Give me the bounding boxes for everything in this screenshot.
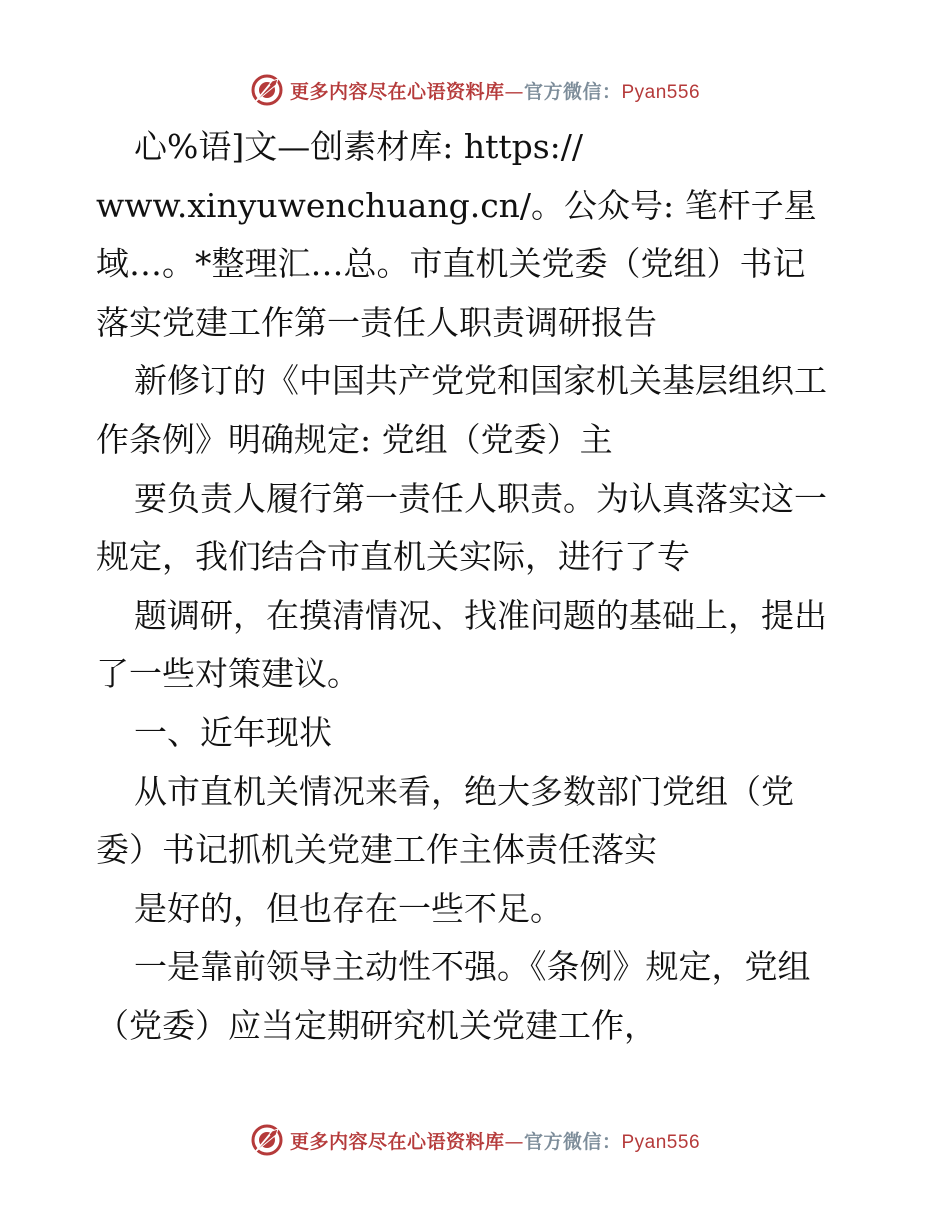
quill-pen-logo-icon [250, 1123, 284, 1157]
body-line: （党委）应当定期研究机关党建工作， [96, 1005, 657, 1045]
body-line: 新修订的《中国共产党党和国家机关基层组织工 [134, 361, 827, 401]
body-line: 从市直机关情况来看，绝大多数部门党组（党 [134, 771, 794, 811]
body-line: 一是靠前领导主动性不强。《条例》规定，党组 [134, 947, 811, 987]
document-body [96, 118, 876, 1056]
footer-banner-inner [250, 1123, 700, 1157]
body-line: 要负责人履行第一责任人职责。为认真落实这一 [134, 478, 827, 518]
footer-banner-text [290, 1127, 700, 1154]
footer-account: Pyan556 [621, 1131, 701, 1153]
body-line: 作条例》明确规定: 党组（党委）主 [96, 419, 613, 459]
body-line: 域…。*整理汇…总。市直机关党委（党组）书记 [96, 244, 806, 284]
header-banner-text [290, 77, 700, 104]
footer-wechat-label: 官方微信： [523, 1130, 622, 1153]
body-line: 了一些对策建议。 [96, 654, 360, 694]
body-line: 规定，我们结合市直机关实际，进行了专 [96, 537, 690, 577]
footer-banner [0, 1120, 950, 1160]
header-wechat-label: 官方微信： [523, 80, 622, 103]
body-line: 是好的，但也存在一些不足。 [134, 888, 563, 928]
header-brand: 更多内容尽在心语资料库 [289, 80, 505, 103]
header-separator: — [504, 80, 524, 103]
header-banner-inner [250, 73, 700, 107]
header-banner [0, 70, 950, 110]
body-line: 委）书记抓机关党建工作主体责任落实 [96, 830, 657, 870]
section-heading: 一、近年现状 [134, 712, 332, 752]
body-line: 题调研，在摸清情况、找准问题的基础上，提出 [134, 595, 827, 635]
footer-brand: 更多内容尽在心语资料库 [289, 1130, 505, 1153]
body-line: www.xinyuwenchuang.cn/。公众号: 笔杆子星 [96, 185, 817, 225]
body-line: 心%语]文—创素材库: https:// [134, 127, 584, 166]
quill-pen-logo-icon [250, 73, 284, 107]
header-account: Pyan556 [621, 81, 701, 103]
footer-separator: — [504, 1130, 524, 1153]
body-line: 落实党建工作第一责任人职责调研报告 [96, 302, 657, 342]
